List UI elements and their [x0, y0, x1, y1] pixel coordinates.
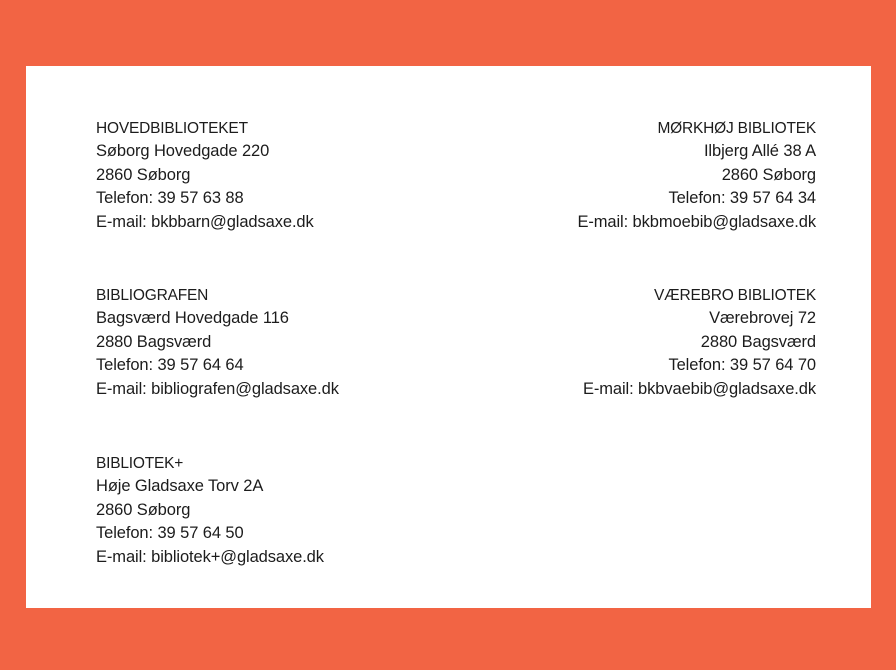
library-city: 2860 Søborg	[96, 165, 191, 184]
library-email: E-mail: bibliografen@gladsaxe.dk	[96, 379, 339, 398]
library-city: 2860 Søborg	[721, 165, 816, 184]
library-name: BIBLIOTEK+	[96, 455, 184, 472]
library-street: Bagsværd Hovedgade 116	[96, 309, 289, 328]
library-email: E-mail: bkbbarn@gladsaxe.dk	[96, 212, 314, 231]
library-block-moerkhoej	[456, 117, 816, 234]
library-email: E-mail: bkbmoebib@gladsaxe.dk	[577, 212, 816, 231]
library-name: VÆREBRO BIBLIOTEK	[654, 287, 816, 304]
library-phone: Telefon: 39 57 63 88	[96, 189, 244, 208]
library-phone: Telefon: 39 57 64 50	[96, 524, 244, 543]
library-email: E-mail: bkbvaebib@gladsaxe.dk	[582, 379, 816, 398]
library-name: HOVEDBIBLIOTEKET	[96, 120, 248, 137]
library-city: 2880 Bagsværd	[96, 332, 212, 351]
library-name: MØRKHØJ BIBLIOTEK	[657, 120, 816, 137]
library-block-hovedbiblioteket	[96, 117, 456, 234]
library-street: Søborg Hovedgade 220	[96, 142, 270, 161]
library-name: BIBLIOGRAFEN	[96, 287, 209, 304]
library-city: 2860 Søborg	[96, 500, 191, 519]
library-phone: Telefon: 39 57 64 70	[668, 356, 816, 375]
library-email: E-mail: bibliotek+@gladsaxe.dk	[96, 547, 324, 566]
library-street: Værebrovej 72	[709, 309, 816, 328]
library-street: Ilbjerg Allé 38 A	[703, 142, 816, 161]
library-city: 2880 Bagsværd	[700, 332, 816, 351]
library-block-bibliotek-plus	[96, 452, 456, 569]
library-phone: Telefon: 39 57 64 64	[96, 356, 244, 375]
library-block-bibliografen	[96, 284, 456, 401]
address-card	[26, 66, 871, 608]
library-block-vaerebro	[456, 284, 816, 401]
library-phone: Telefon: 39 57 64 34	[668, 189, 816, 208]
library-street: Høje Gladsaxe Torv 2A	[96, 477, 264, 496]
